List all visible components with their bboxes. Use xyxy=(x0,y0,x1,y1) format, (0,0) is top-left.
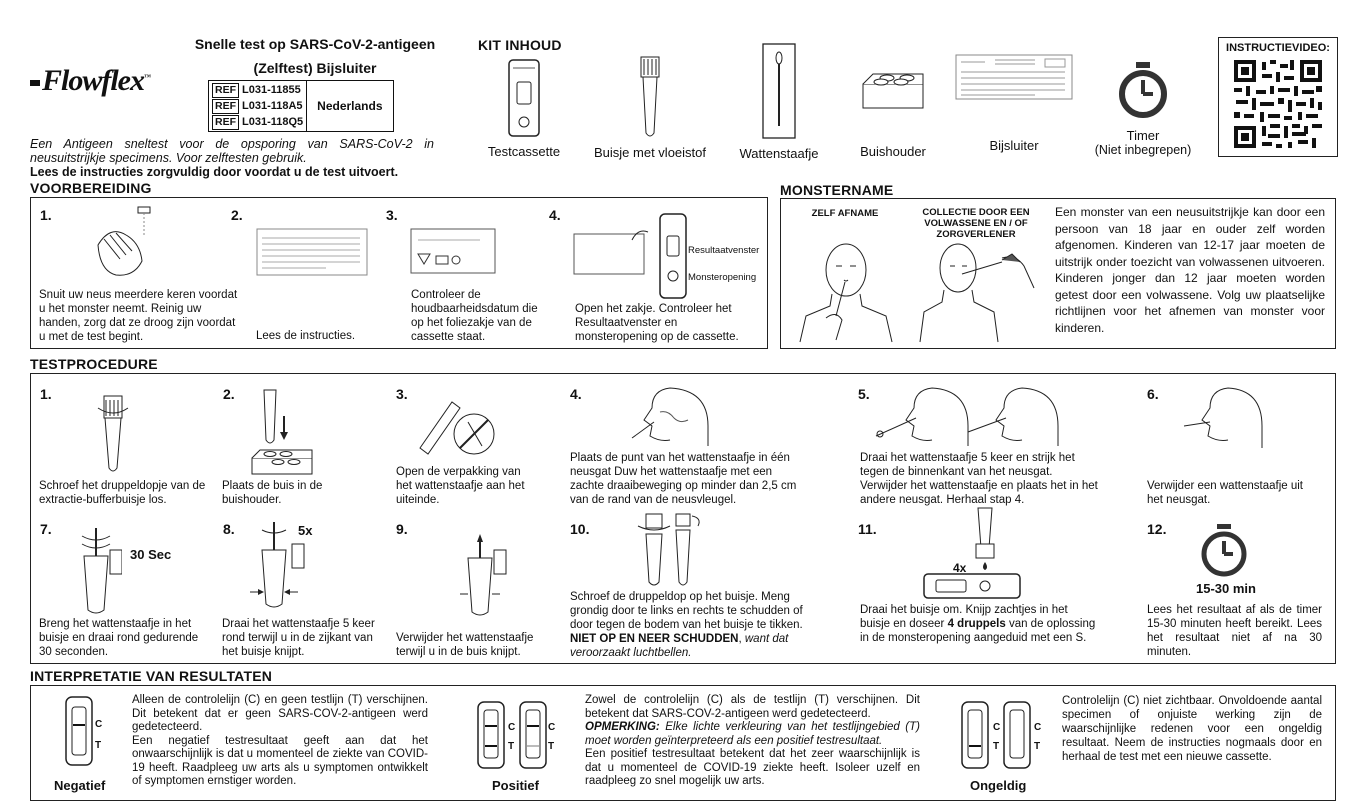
prep-step-text: Lees de instructies. xyxy=(256,330,356,342)
result-window-callout: Resultaatvenster xyxy=(688,245,760,256)
prep-step-text: Controleer de houdbaarheidsdatum die op het foliezakje van de cassette staat. xyxy=(411,289,538,343)
timer-small-icon xyxy=(1198,522,1250,578)
ref-row: REF L031-11855 xyxy=(212,82,303,98)
kit-item-leaflet: Bijsluiter xyxy=(954,54,1074,153)
proc-step-number: 5. xyxy=(858,386,870,402)
assisted-swab-person-icon xyxy=(918,236,1036,344)
prep-step-number: 2. xyxy=(231,207,243,223)
leaflet-icon xyxy=(955,54,1073,100)
proc-step-number: 3. xyxy=(396,386,408,402)
add-drops-icon xyxy=(922,506,1022,602)
kit-item-timer: Timer (Niet inbegrepen) xyxy=(1088,60,1198,157)
proc-step-number: 11. xyxy=(858,521,877,537)
rotate-swab-icon xyxy=(872,386,1060,448)
positive-cassettes-icon xyxy=(476,700,556,770)
proc-step-text: Open de verpakking van het wattenstaafje aan het uiteinde. xyxy=(396,466,525,506)
intro-text: Een Antigeen sneltest voor de opsporing van SARS-CoV-2 in neusuitstrijkje specimens. Voor zelftesten gebruik. Lees de instructies zorgvuldig door voordat u de test uitvoert. xyxy=(30,137,434,179)
procedure-heading: TESTPROCEDURE xyxy=(30,356,158,372)
test-cassette-icon xyxy=(507,58,541,138)
results-heading: INTERPRETATIE VAN RESULTATEN xyxy=(30,668,273,684)
screw-dropper-cap-icon xyxy=(628,512,708,588)
proc-step-number: 1. xyxy=(40,386,52,402)
foil-pouch-icon xyxy=(410,228,496,274)
unscrew-cap-icon xyxy=(96,394,130,474)
document-title xyxy=(170,32,460,80)
proc-step-number: 4. xyxy=(570,386,582,402)
self-swab-person-icon xyxy=(796,236,896,344)
proc-step-text: Breng het wattenstaafje in het buisje en draai rond gedurende 30 seconden. xyxy=(39,618,199,658)
tube-into-holder-icon xyxy=(250,388,314,476)
sampling-heading: MONSTERNAME xyxy=(780,182,894,198)
swab-icon xyxy=(761,42,797,140)
invalid-label: Ongeldig xyxy=(970,778,1027,793)
negative-label: Negatief xyxy=(54,778,106,793)
proc-step-number: 7. xyxy=(40,521,52,537)
positive-text: Zowel de controlelijn (C) als de testlijn (T) verschijnen. Dit betekent dat SARS-COV-2-antigeen werd gedetecteerd. OPMERKING: Elke lichte verkleuring van het testlijngebied (T) moet worden geïnterpreteerd als een positief testresultaat. Een positief testresultaat betekent dat het zeer waarschijnlijk is dat u momenteel de COVID-19 ziekte heeft. Isoleer uzelf en raadpleeg zo snel mogelijk uw arts. xyxy=(585,694,920,787)
invalid-text: Controlelijn (C) niet zichtbaar. Onvoldoende aantal specimen of onjuiste werking zijn de waarschijnlijke redenen voor een ongeldig resultaat. Neem de instructies nogmaals door en herhaal de test met een nieuwe cassette. xyxy=(1062,695,1322,763)
proc-step-text: Plaats de punt van het wattenstaafje in één neusgat Duw het wattenstaafje met een zachte draaibeweging op minder dan 2,5 cm van de rand van de neusvleugel. xyxy=(570,452,797,506)
test-line-label: T xyxy=(508,741,515,752)
control-line-label: C xyxy=(993,722,1001,733)
invalid-cassettes-icon xyxy=(960,700,1040,770)
kit-item-holder: Buishouder xyxy=(848,70,938,159)
proc-step-text: Draai het buisje om. Knijp zachtjes in het buisje en doseer 4 druppels van de oplossing in de monsteropening aangeduid met een S. xyxy=(860,604,1096,644)
control-line-label: C xyxy=(548,722,556,733)
prep-step-text: Open het zakje. Controleer het Resultaatvenster en monsteropening op de cassette. xyxy=(575,303,739,343)
rotation-count-badge: 5x xyxy=(298,523,313,538)
prep-step-number: 4. xyxy=(549,207,561,223)
preparation-heading: VOORBEREIDING xyxy=(30,180,152,196)
proc-step-number: 12. xyxy=(1147,521,1167,537)
title-line-2: (Zelftest) Bijsluiter xyxy=(253,60,377,76)
kit-item-swab: Wattenstaafje xyxy=(734,42,824,161)
remove-swab-from-tube-icon xyxy=(458,530,510,618)
control-line-label: C xyxy=(1034,722,1042,733)
proc-step-number: 8. xyxy=(223,521,235,537)
read-time-badge: 15-30 min xyxy=(1196,581,1256,596)
proc-step-number: 2. xyxy=(223,386,235,402)
proc-step-number: 6. xyxy=(1147,386,1159,402)
negative-cassette-icon xyxy=(64,695,106,767)
kit-heading: KIT INHOUD xyxy=(478,37,562,53)
reference-table xyxy=(208,80,394,132)
proc-step-text: Verwijder het wattenstaafje terwijl u in de buis knijpt. xyxy=(396,632,534,658)
language-label: Nederlands xyxy=(317,99,383,113)
title-line-1: Snelle test op SARS-CoV-2-antigeen xyxy=(194,36,436,52)
self-sampling-label: ZELF AFNAME xyxy=(811,208,879,219)
flowflex-logo: Flowflex™ xyxy=(30,64,150,98)
proc-step-text: Draai het wattenstaafje 5 keer rond terwijl u in de zijkant van het buisje knijpt. xyxy=(222,618,375,658)
drop-count-badge: 4x xyxy=(953,561,967,575)
control-line-label: C xyxy=(508,722,516,733)
handwash-icon xyxy=(90,205,154,285)
control-line-label: C xyxy=(95,719,103,730)
qr-code-icon[interactable] xyxy=(1232,58,1324,150)
kit-item-testcassette: Testcassette xyxy=(482,58,566,159)
proc-step-text: Schroef het druppeldopje van de extractie-bufferbuisje los. xyxy=(39,480,206,506)
instruction-video-qr[interactable]: INSTRUCTIEVIDEO: xyxy=(1218,37,1338,157)
ref-row: REF L031-118Q5 xyxy=(212,114,303,130)
open-swab-pack-icon xyxy=(412,392,498,458)
prep-step-text: Snuit uw neus meerdere keren voordat u het monster neemt. Reinig uw handen, zorg dat ze droog zijn voordat u met de test begint. xyxy=(39,289,238,343)
remove-swab-icon xyxy=(1180,386,1264,452)
leaflet-small-icon xyxy=(256,228,368,276)
assisted-sampling-label: COLLECTIE DOOR EEN VOLWASSENE EN / OF ZORGVERLENER xyxy=(922,207,1030,240)
tube-icon xyxy=(635,55,665,139)
nose-swab-icon xyxy=(630,386,710,448)
proc-step-text: Plaats de buis in de buishouder. xyxy=(222,480,323,506)
ref-row: REF L031-118A5 xyxy=(212,98,303,114)
test-line-label: T xyxy=(95,740,102,751)
positive-label: Positief xyxy=(492,778,539,793)
open-pouch-icon xyxy=(572,210,692,300)
kit-item-tube: Buisje met vloeistof xyxy=(588,55,712,160)
prep-step-number: 1. xyxy=(40,207,52,223)
proc-step-text: Schroef de druppeldop op het buisje. Meng grondig door te links en rechts te schudden of door tegen de bodem van het buisje te tikken. NIET OP EN NEER SCHUDDEN, want dat veroorzaakt luchtbellen. xyxy=(570,591,803,659)
proc-step-number: 9. xyxy=(396,521,408,537)
proc-step-number: 10. xyxy=(570,521,590,537)
test-line-label: T xyxy=(1034,741,1041,752)
test-line-label: T xyxy=(548,741,555,752)
prep-step-number: 3. xyxy=(386,207,398,223)
negative-text: Alleen de controlelijn (C) en geen testlijn (T) verschijnen. Dit betekent dat er geen SARS-COV-2-antigeen werd gedetecteerd. Een negatief testresultaat geeft aan dat het onwaarschijnlijk is dat u momenteel de ziekte van COVID-19 heeft. Raadpleeg uw arts als u symptomen ontwikkelt of symptomen ernstiger worden. xyxy=(132,694,428,787)
proc-step-text: Draai het wattenstaafje 5 keer en strijk het tegen de binnenkant van het neusgat. Verwijder het wattenstaafje en plaats het in het andere neusgat. Herhaal stap 4. xyxy=(860,452,1098,506)
sample-well-callout: Monsteropening xyxy=(688,272,757,283)
tube-holder-icon xyxy=(861,70,925,110)
sampling-text: Een monster van een neusuitstrijkje kan door een persoon van 18 jaar en ouder zelf worden afgenomen. Kinderen van 12-17 jaar moeten de uitstrijk onder toezicht van volwassenen uitvoeren. Kinderen jonger dan 12 jaar moeten worden getest door een volwassene. Volg uw plaatselijke richtlijnen voor het afnemen van monster voor kinderen. xyxy=(1055,205,1325,335)
duration-badge: 30 Sec xyxy=(130,547,172,562)
test-line-label: T xyxy=(993,741,1000,752)
proc-step-text: Verwijder een wattenstaafje uit het neusgat. xyxy=(1147,480,1303,506)
timer-icon xyxy=(1117,60,1169,120)
swab-in-tube-icon xyxy=(70,526,122,616)
proc-step-text: Lees het resultaat af als de timer 15-30 minuten heeft bereikt. Lees het resultaat niet af na 30 minuten. xyxy=(1147,604,1322,658)
